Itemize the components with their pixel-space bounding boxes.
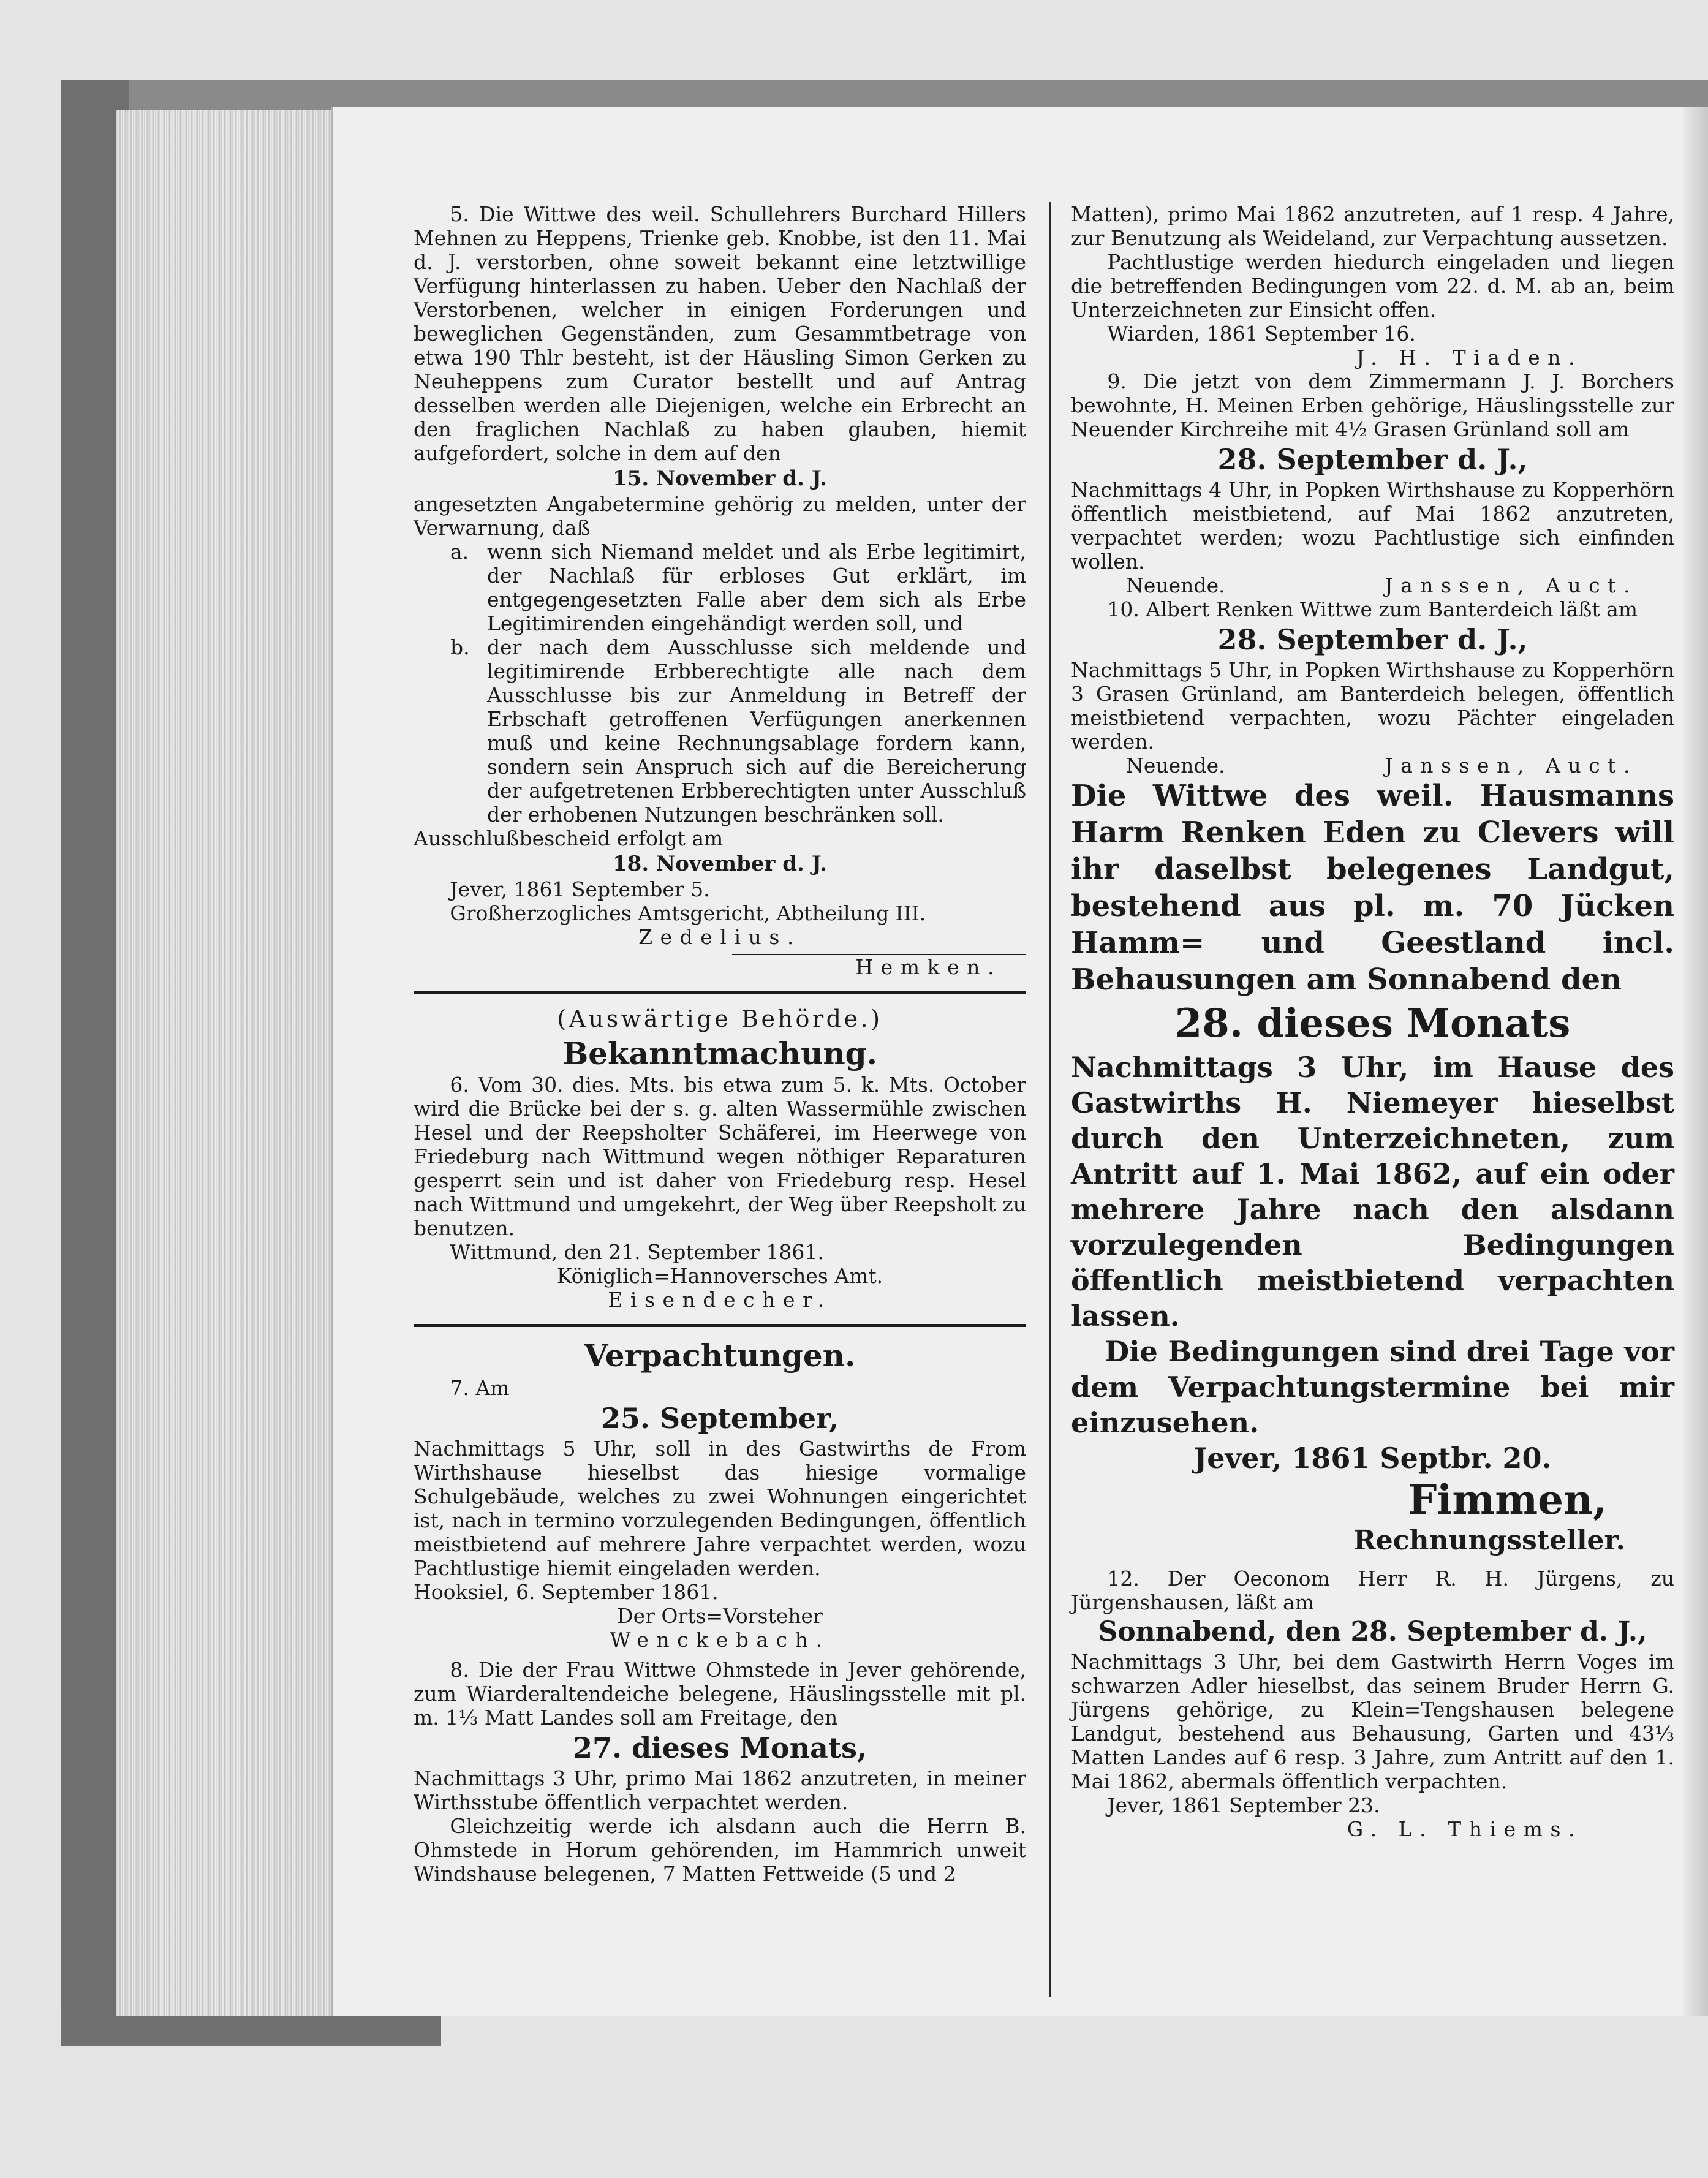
notice-5-judge: Zedelius. bbox=[638, 925, 801, 949]
condition-b bbox=[450, 635, 1026, 826]
notice-7-place: Hooksiel, 6. September 1861. bbox=[414, 1580, 719, 1604]
notice-clevers-role: Rechnungssteller. bbox=[1353, 1525, 1625, 1556]
notice-8-place: Wiarden, 1861 September 16. bbox=[1107, 322, 1416, 346]
notice-clevers-date: 28. dieses Monats bbox=[1174, 1000, 1571, 1046]
notice-5-text-3: Ausschlußbescheid erfolgt am bbox=[414, 826, 724, 850]
notice-9-signature bbox=[1071, 573, 1674, 597]
notice-7-lead: 7. Am bbox=[450, 1376, 510, 1400]
notice-12-text-2: Nachmittags 3 Uhr, bei dem Gastwirth Herrn Voges im schwarzen Adler hieselbst, das seinem Bruder Herrn G. Jürgens gehörige, zu Klein=Tengshausen belegene Landgut, bestehend aus Behausung, Garten und 43⅓ Matten Landes auf 6 resp. 3 Jahre, zum Antritt auf den 1. Mai 1862, abermals öffentlich verpachten. bbox=[1071, 1650, 1674, 1793]
notice-10-text: 10. Albert Renken Wittwe zum Banterdeich läßt am bbox=[1107, 597, 1638, 621]
notice-8-text-3: Gleichzeitig werde ich alsdann auch die Herrn B. Ohmstede in Horum gehörenden, im Hammrich unweit Windshause belegenen, 7 Matten Fettweide (5 und 2 bbox=[414, 1814, 1026, 1886]
notice-clevers-text-2: Nachmittags 3 Uhr, im Hause des Gastwirths H. Niemeyer hieselbst durch den Unterzeichneten, zum Antritt auf 1. Mai 1862, auf ein oder mehrere Jahre nach den alsdann vorzulegenden Bedingungen öffentlich meistbietend verpachten lassen. bbox=[1071, 1051, 1674, 1333]
notice-clevers bbox=[1071, 777, 1674, 1558]
notice-5-text: 5. Die Wittwe des weil. Schullehrers Burchard Hillers Mehnen zu Heppens, Trienke geb. Knobbe, ist den 11. Mai d. J. verstorben, ohne soweit bekannt eine letztwillige Verfügung hinterlassen zu haben. Ueber den Nachlaß der Verstorbenen, welcher in einigen Forderungen und beweglichen Gegenständen, zum Gesammtbetrage von etwa 190 Thlr besteht, ist der Häusling Simon Gerken zu Neuheppens zum Curator bestellt und auf Antrag desselben werden alle Diejenigen, welche ein Erbrecht an den fraglichen Nachlaß zu haben glauben, hiemit aufgefordert, solche in dem auf den bbox=[414, 202, 1026, 465]
section-auswaertig: (Auswärtige Behörde.) bbox=[557, 1005, 883, 1032]
notice-5-date-2: 18. November d. J. bbox=[613, 852, 827, 876]
notice-6-office: Königlich=Hannoversches Amt. bbox=[556, 1264, 883, 1288]
notice-12 bbox=[1071, 1567, 1674, 1841]
notice-8-continued bbox=[1071, 202, 1674, 369]
notice-8 bbox=[414, 1658, 1026, 1886]
notice-6-name: Eisendecher. bbox=[608, 1288, 832, 1312]
notice-7-text: Nachmittags 5 Uhr, soll in des Gastwirths de From Wirthshause hieselbst das hiesige vormalige Schulgebäude, welches zu zwei Wohnungen eingerichtet ist, nach in termino vorzulegenden Bedingungen, öffentlich meistbietend auf mehrere Jahre verpachtet werden, wozu Pachtlustige hiemit eingeladen werden. bbox=[414, 1437, 1026, 1580]
notice-5-clerk: Hemken. bbox=[855, 955, 1002, 979]
notice-clevers-text-3: Die Bedingungen sind drei Tage vor dem Verpachtungstermine bei mir einzusehen. bbox=[1071, 1335, 1674, 1439]
condition-a bbox=[450, 540, 1026, 635]
notice-clevers-text: Die Wittwe des weil. Hausmanns Harm Renken Eden zu Clevers will ihr daselbst belegenes Landgut, bestehend aus pl. m. 70 Jücken Hamm= und Geestland incl. Behausungen am Sonnabend den bbox=[1071, 779, 1674, 997]
notice-9-place: Neuende. bbox=[1126, 573, 1225, 597]
page-edges bbox=[116, 110, 337, 2016]
notice-10-date: 28. September d. J., bbox=[1217, 623, 1528, 656]
notice-10 bbox=[1071, 597, 1674, 777]
notice-8-continued-text-2: Pachtlustige werden hiedurch eingeladen und liegen die betreffenden Bedingungen vom 22. d. M. ab an, beim Unterzeichneten zur Einsicht offen. bbox=[1071, 250, 1674, 322]
section-verpachtungen: Verpachtungen. bbox=[584, 1337, 856, 1374]
notice-5-place: Jever, 1861 September 5. bbox=[450, 877, 710, 901]
notice-7-name: Wenckebach. bbox=[610, 1628, 830, 1652]
notice-12-text: 12. Der Oeconom Herr R. H. Jürgens, zu Jürgenshausen, läßt am bbox=[1071, 1567, 1674, 1614]
section-rule-2 bbox=[414, 1324, 1026, 1327]
notice-9-text: 9. Die jetzt von dem Zimmermann J. J. Borchers bewohnte, H. Meinen Erben gehörige, Häuslingsstelle zur Neuender Kirchreihe mit 4½ Grasen Grünland soll am bbox=[1071, 369, 1674, 441]
notice-6 bbox=[414, 1073, 1026, 1312]
notice-8-continued-text: Matten), primo Mai 1862 anzutreten, auf 1 resp. 4 Jahre, zur Benutzung als Weideland, zur Verpachtung aussetzen. bbox=[1071, 202, 1674, 250]
notice-5-court: Großherzogliches Amtsgericht, Abtheilung III. bbox=[450, 901, 926, 925]
left-column bbox=[414, 202, 1026, 1886]
notice-7-office: Der Orts=Vorsteher bbox=[617, 1604, 823, 1628]
notice-10-name: Janssen, Auct. bbox=[1385, 754, 1638, 777]
section-rule-1 bbox=[414, 991, 1026, 994]
column-divider bbox=[1049, 202, 1051, 1997]
notice-9-text-2: Nachmittags 4 Uhr, in Popken Wirthshause zu Kopperhörn öffentlich meistbietend, auf Mai 1862 anzutreten, verpachtet werden; wozu Pachtlustige sich einfinden wollen. bbox=[1071, 478, 1674, 573]
notice-8-text: 8. Die der Frau Wittwe Ohmstede in Jever gehörende, zum Wiarderaltendeiche belegene, Häuslingsstelle mit pl. m. 1⅓ Matt Landes soll am Freitage, den bbox=[414, 1658, 1026, 1730]
notice-9-name: Janssen, Auct. bbox=[1385, 573, 1638, 597]
notice-clevers-name: Fimmen, bbox=[1408, 1476, 1607, 1524]
notice-5-text-2: angesetzten Angabetermine gehörig zu melden, unter der Verwarnung, daß bbox=[414, 492, 1026, 540]
notice-10-place: Neuende. bbox=[1126, 754, 1225, 777]
page-shadow bbox=[1683, 107, 1708, 2016]
notice-7 bbox=[414, 1376, 1026, 1652]
condition-a-label: a. bbox=[450, 540, 469, 564]
notice-9 bbox=[1071, 369, 1674, 597]
notice-6-text: 6. Vom 30. dies. Mts. bis etwa zum 5. k. Mts. October wird die Brücke bei der s. g. alten Wassermühle zwischen Hesel und der Reepsholter Schäferei, im Heerwege von Friedeburg nach Wittmund wegen nöthiger Reparaturen gesperrt sein und ist daher von Friedeburg resp. Hesel nach Wittmund und umgekehrt, der Weg über Reepsholt zu benutzen. bbox=[414, 1073, 1026, 1240]
notice-8-text-2: Nachmittags 3 Uhr, primo Mai 1862 anzutreten, in meiner Wirthsstube öffentlich verpachtet werden. bbox=[414, 1766, 1026, 1814]
condition-b-label: b. bbox=[450, 635, 470, 659]
notice-8-date: 27. dieses Monats, bbox=[572, 1731, 867, 1764]
notice-5-date-1: 15. November d. J. bbox=[613, 466, 827, 491]
notice-7-date: 25. September, bbox=[600, 1402, 839, 1435]
notice-6-place: Wittmund, den 21. September 1861. bbox=[450, 1240, 824, 1264]
notice-5-conditions bbox=[450, 540, 1026, 826]
notice-10-text-2: Nachmittags 5 Uhr, in Popken Wirthshause zu Kopperhörn 3 Grasen Grünland, am Banterdeich belegen, öffentlich meistbietend verpachten, wozu Pächter eingeladen werden. bbox=[1071, 658, 1674, 754]
notice-5 bbox=[414, 202, 1026, 979]
notice-12-place: Jever, 1861 September 23. bbox=[1107, 1793, 1380, 1817]
notice-12-date: Sonnabend, den 28. September d. J., bbox=[1098, 1616, 1647, 1647]
right-column bbox=[1071, 202, 1674, 1841]
notice-10-signature bbox=[1071, 754, 1674, 777]
condition-a-text: wenn sich Niemand meldet und als Erbe legitimirt, der Nachlaß für erbloses Gut erklärt, im entgegengesetzten Falle aber dem sich als Erbe Legitimirenden eingehändigt werden soll, und bbox=[487, 540, 1026, 635]
condition-b-text: der nach dem Ausschlusse sich meldende und legitimirende Erbberechtigte alle nach dem Ausschlusse bis zur Anmeldung in Betreff der Erbschaft getroffenen Verfügungen anerkennen muß und keine Rechnungsablage fordern kann, sondern sein Anspruch sich auf die Bereicherung der aufgetretenen Erbberechtigten unter Ausschluß der erhobenen Nutzungen beschränken soll. bbox=[487, 635, 1026, 826]
notice-8-name: J. H. Tiaden. bbox=[1356, 346, 1582, 369]
notice-9-date: 28. September d. J., bbox=[1217, 443, 1528, 476]
section-bekanntmachung: Bekanntmachung. bbox=[562, 1035, 878, 1072]
notice-clevers-place: Jever, 1861 Septbr. 20. bbox=[1193, 1442, 1552, 1475]
notice-12-name: G. L. Thiems. bbox=[1347, 1817, 1582, 1841]
